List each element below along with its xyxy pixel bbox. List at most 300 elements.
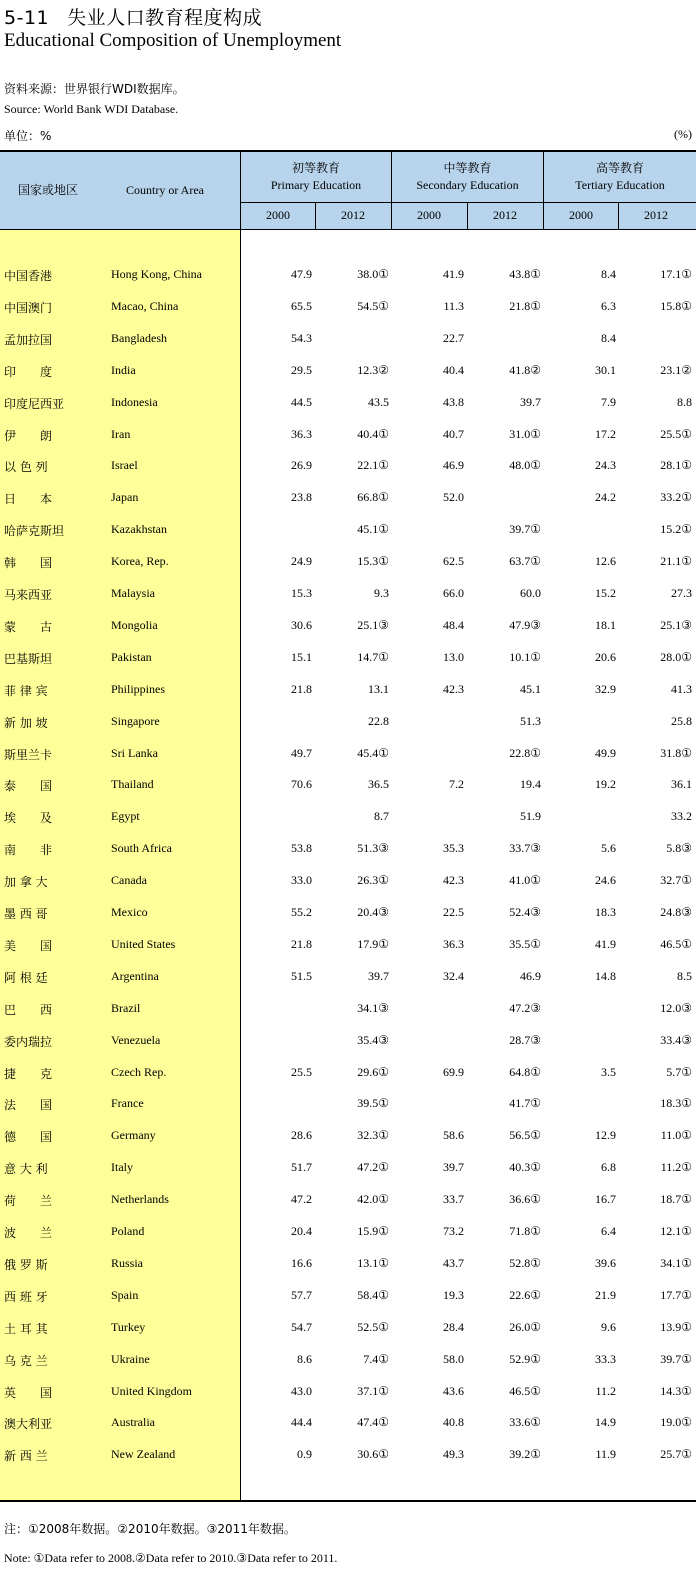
- header-primary-cn: 初等教育: [291, 161, 340, 175]
- value-cell: 11.3: [443, 298, 464, 313]
- value-cell: 23.1②: [660, 362, 692, 377]
- value-cell: 41.3: [671, 681, 692, 696]
- value-cell: 14.3①: [660, 1383, 692, 1398]
- value-cell: 18.3: [595, 905, 616, 919]
- table-row: [0, 802, 696, 834]
- value-cell: 19.3: [443, 1287, 464, 1302]
- value-cell: 49.7: [291, 745, 312, 760]
- value-cell: 21.9: [595, 1287, 616, 1302]
- value-cell: 39.6: [595, 1255, 616, 1270]
- value-cell: 22.5: [443, 905, 464, 919]
- country-name-cn: 孟加拉国: [4, 332, 53, 347]
- value-cell: 39.2①: [509, 1447, 541, 1462]
- header-country-en: Country or Area: [126, 183, 204, 197]
- value-cell: 8.8: [677, 394, 692, 409]
- country-name-cn: 马来西亚: [4, 588, 53, 602]
- source-note-en: Source: World Bank WDI Database.: [4, 102, 179, 116]
- value-cell: 47.2: [291, 1192, 312, 1207]
- country-name-en: Thailand: [111, 777, 154, 792]
- value-cell: 11.9: [595, 1447, 616, 1462]
- value-cell: 21.8①: [509, 298, 541, 313]
- value-cell: 30.6①: [357, 1447, 389, 1462]
- table-row: [0, 1089, 696, 1121]
- header-primary-en: Primary Education: [270, 178, 362, 192]
- value-cell: 6.4: [601, 1224, 616, 1238]
- value-cell: 70.6: [291, 777, 312, 792]
- value-cell: 47.2①: [357, 1160, 389, 1175]
- country-name-cn: 荷 兰: [4, 1194, 53, 1209]
- value-cell: 33.7③: [509, 841, 541, 856]
- country-name-cn: 蒙 古: [4, 619, 53, 634]
- country-name-en: Philippines: [111, 681, 166, 696]
- header-tertiary-en: Tertiary Education: [575, 178, 665, 192]
- country-name-cn: 新 西 兰: [4, 1449, 48, 1464]
- value-cell: 47.9③: [509, 617, 541, 632]
- header-group-primary: [241, 160, 391, 194]
- value-cell: 51.7: [291, 1160, 312, 1175]
- country-name-cn: 菲 律 宾: [4, 683, 48, 698]
- value-cell: 27.3: [671, 586, 692, 600]
- value-cell: 17.9①: [357, 936, 389, 951]
- country-name-en: Sri Lanka: [111, 745, 158, 760]
- value-cell: 62.5: [443, 554, 464, 569]
- data-table: [0, 150, 696, 1502]
- country-name-cn: 中国香港: [4, 269, 53, 283]
- country-name-en: Mexico: [111, 905, 148, 919]
- country-name-cn: 泰 国: [4, 779, 53, 794]
- value-cell: 52.8①: [509, 1255, 541, 1270]
- value-cell: 43.6: [443, 1383, 464, 1398]
- country-name-en: Korea, Rep.: [111, 554, 169, 569]
- table-row: [0, 707, 696, 739]
- value-cell: 31.0①: [509, 426, 541, 441]
- table-row: [0, 483, 696, 515]
- table-row: [0, 611, 696, 643]
- value-cell: 32.9: [595, 681, 616, 696]
- value-cell: 39.7: [520, 394, 541, 409]
- country-name-en: Canada: [111, 873, 147, 888]
- value-cell: 45.4①: [357, 745, 389, 760]
- value-cell: 7.9: [601, 394, 616, 409]
- value-cell: 22.1①: [357, 458, 389, 473]
- country-name-cn: 法 国: [4, 1098, 53, 1113]
- value-cell: 66.0: [443, 586, 464, 600]
- country-name-cn: 韩 国: [4, 556, 53, 571]
- value-cell: 15.2: [595, 586, 616, 600]
- country-name-en: Macao, China: [111, 298, 179, 313]
- country-name-cn: 斯里兰卡: [4, 747, 53, 762]
- value-cell: 28.1①: [660, 458, 692, 473]
- value-cell: 48.0①: [509, 458, 541, 473]
- value-cell: 40.8: [443, 1415, 464, 1430]
- value-cell: 3.5: [601, 1064, 616, 1079]
- value-cell: 28.6: [291, 1128, 312, 1143]
- country-name-cn: 委内瑞拉: [4, 1034, 53, 1049]
- country-name-en: Spain: [111, 1287, 139, 1302]
- value-cell: 16.6: [291, 1255, 312, 1270]
- value-cell: 73.2: [443, 1224, 464, 1238]
- table-row: [0, 1377, 696, 1409]
- country-name-cn: 新 加 坡: [4, 715, 48, 730]
- value-cell: 10.1①: [509, 649, 541, 664]
- country-name-cn: 美 国: [4, 938, 53, 953]
- value-cell: 43.8: [443, 394, 464, 409]
- table-row: [0, 324, 696, 356]
- value-cell: 35.5①: [509, 936, 541, 951]
- value-cell: 41.8②: [509, 362, 541, 377]
- table-row: [0, 1026, 696, 1058]
- value-cell: 39.7①: [660, 1351, 692, 1366]
- country-name-en: Indonesia: [111, 394, 158, 409]
- value-cell: 22.8: [368, 713, 389, 728]
- value-cell: 40.3①: [509, 1160, 541, 1175]
- value-cell: 23.8: [291, 490, 312, 505]
- country-name-cn: 以 色 列: [4, 460, 48, 475]
- country-name-en: Turkey: [111, 1319, 146, 1334]
- value-cell: 24.6: [595, 873, 616, 888]
- value-cell: 55.2: [291, 905, 312, 919]
- value-cell: 45.1①: [357, 522, 389, 537]
- unit-label-cn: 单位：%: [4, 129, 52, 143]
- country-name-en: India: [111, 362, 136, 377]
- value-cell: 53.8: [291, 841, 312, 856]
- value-cell: 13.9①: [660, 1319, 692, 1334]
- country-name-cn: 捷 克: [4, 1066, 53, 1081]
- value-cell: 36.3: [443, 936, 464, 951]
- country-name-cn: 德 国: [4, 1130, 53, 1145]
- value-cell: 49.9: [595, 745, 616, 760]
- value-cell: 21.1①: [660, 554, 692, 569]
- year-header: 2000: [569, 208, 593, 222]
- value-cell: 65.5: [291, 298, 312, 313]
- value-cell: 66.8①: [357, 490, 389, 505]
- table-bottom-border: [0, 1500, 696, 1502]
- value-cell: 39.7①: [509, 522, 541, 537]
- value-cell: 63.7①: [509, 554, 541, 569]
- value-cell: 39.7: [443, 1160, 464, 1175]
- value-cell: 42.3: [443, 681, 464, 696]
- value-cell: 34.1①: [660, 1255, 692, 1270]
- country-name-en: Hong Kong, China: [111, 267, 202, 281]
- value-cell: 43.8①: [509, 267, 541, 281]
- value-cell: 42.0①: [357, 1192, 389, 1207]
- country-name-cn: 波 兰: [4, 1226, 53, 1240]
- value-cell: 16.7: [595, 1192, 616, 1207]
- table-row: [0, 356, 696, 388]
- country-name-cn: 日 本: [4, 492, 53, 507]
- value-cell: 34.1③: [357, 1000, 389, 1015]
- table-row: [0, 834, 696, 866]
- value-cell: 8.4: [601, 330, 616, 345]
- table-row: [0, 1249, 696, 1281]
- table-row: [0, 547, 696, 579]
- value-cell: 39.7: [368, 968, 389, 983]
- country-name-en: Japan: [111, 490, 139, 505]
- value-cell: 17.1①: [660, 267, 692, 281]
- value-cell: 33.6①: [509, 1415, 541, 1430]
- header-group-tertiary: [544, 160, 696, 194]
- value-cell: 28.0①: [660, 649, 692, 664]
- country-name-cn: 中国澳门: [4, 300, 53, 315]
- value-cell: 36.5: [368, 777, 389, 792]
- country-name-en: Israel: [111, 458, 138, 473]
- country-name-en: Venezuela: [111, 1032, 161, 1047]
- value-cell: 25.7①: [660, 1447, 692, 1462]
- country-name-cn: 英 国: [4, 1385, 53, 1400]
- value-cell: 40.7: [443, 426, 464, 441]
- value-cell: 11.2: [595, 1383, 616, 1398]
- country-name-en: Malaysia: [111, 586, 155, 600]
- country-name-cn: 巴 西: [4, 1002, 53, 1017]
- header-group-secondary: [392, 160, 543, 194]
- year-row-divider: [240, 202, 696, 203]
- value-cell: 40.4: [443, 362, 464, 377]
- value-cell: 33.7: [443, 1192, 464, 1207]
- country-name-cn: 伊 朗: [4, 428, 53, 443]
- value-cell: 17.2: [595, 426, 616, 441]
- value-cell: 32.7①: [660, 873, 692, 888]
- value-cell: 14.8: [595, 968, 616, 983]
- value-cell: 25.5: [291, 1064, 312, 1079]
- table-row: [0, 1408, 696, 1440]
- value-cell: 18.7①: [660, 1192, 692, 1207]
- unit-label-en: (%): [674, 127, 692, 141]
- value-cell: 12.3②: [357, 362, 389, 377]
- value-cell: 26.0①: [509, 1319, 541, 1334]
- value-cell: 29.6①: [357, 1064, 389, 1079]
- value-cell: 35.3: [443, 841, 464, 856]
- value-cell: 64.8①: [509, 1064, 541, 1079]
- value-cell: 41.0①: [509, 873, 541, 888]
- value-cell: 41.9: [595, 936, 616, 951]
- value-cell: 35.4③: [357, 1032, 389, 1047]
- country-name-cn: 意 大 利: [4, 1162, 48, 1177]
- year-header: 2000: [266, 208, 290, 222]
- value-cell: 43.0: [291, 1383, 312, 1398]
- value-cell: 51.3③: [357, 841, 389, 856]
- value-cell: 24.8③: [660, 905, 692, 919]
- country-name-en: Brazil: [111, 1000, 141, 1015]
- country-name-en: United States: [111, 936, 176, 951]
- country-name-en: Italy: [111, 1160, 133, 1175]
- value-cell: 43.5: [368, 394, 389, 409]
- value-cell: 7.4①: [363, 1351, 389, 1366]
- country-name-en: Netherlands: [111, 1192, 169, 1207]
- value-cell: 22.8①: [509, 745, 541, 760]
- value-cell: 13.1①: [357, 1255, 389, 1270]
- value-cell: 20.4: [291, 1224, 312, 1238]
- value-cell: 47.9: [291, 267, 312, 281]
- table-row: [0, 643, 696, 675]
- table-title-en: Educational Composition of Unemployment: [4, 30, 342, 51]
- value-cell: 15.3①: [357, 554, 389, 569]
- value-cell: 69.9: [443, 1064, 464, 1079]
- value-cell: 32.4: [443, 968, 464, 983]
- country-name-cn: 墨 西 哥: [4, 907, 48, 921]
- table-row: [0, 292, 696, 324]
- year-header: 2012: [341, 208, 365, 222]
- value-cell: 37.1①: [357, 1383, 389, 1398]
- country-name-cn: 埃 及: [4, 811, 53, 826]
- table-row: [0, 1440, 696, 1472]
- value-cell: 8.7: [374, 809, 389, 824]
- country-name-cn: 印 度: [4, 364, 53, 379]
- country-name-cn: 哈萨克斯坦: [4, 524, 65, 539]
- value-cell: 25.8: [671, 713, 692, 728]
- value-cell: 46.5①: [509, 1383, 541, 1398]
- value-cell: 54.3: [291, 330, 312, 345]
- value-cell: 12.6: [595, 554, 616, 569]
- value-cell: 56.5①: [509, 1128, 541, 1143]
- value-cell: 21.8: [291, 936, 312, 951]
- value-cell: 8.4: [601, 267, 616, 281]
- source-note-cn: 资料来源：世界银行WDI数据库。: [4, 82, 185, 96]
- header-secondary-en: Secondary Education: [416, 178, 519, 192]
- value-cell: 21.8: [291, 681, 312, 696]
- country-name-cn: 俄 罗 斯: [4, 1257, 48, 1272]
- value-cell: 19.2: [595, 777, 616, 792]
- table-number: 5-11: [4, 7, 50, 29]
- table-row: [0, 1153, 696, 1185]
- table-row: [0, 515, 696, 547]
- value-cell: 58.6: [443, 1128, 464, 1143]
- country-name-en: Argentina: [111, 968, 159, 983]
- value-cell: 28.4: [443, 1319, 464, 1334]
- table-row: [0, 1345, 696, 1377]
- value-cell: 15.1: [291, 649, 312, 664]
- value-cell: 36.1: [671, 777, 692, 792]
- value-cell: 24.3: [595, 458, 616, 473]
- value-cell: 26.3①: [357, 873, 389, 888]
- table-row: [0, 1313, 696, 1345]
- value-cell: 5.6: [601, 841, 616, 856]
- country-name-cn: 阿 根 廷: [4, 970, 48, 985]
- value-cell: 20.4③: [357, 905, 389, 919]
- footnote-en: Note: ①Data refer to 2008.②Data refer to 2010.③Data refer to 2011.: [4, 1551, 338, 1565]
- country-name-en: France: [111, 1096, 144, 1111]
- value-cell: 36.6①: [509, 1192, 541, 1207]
- value-cell: 30.1: [595, 362, 616, 377]
- value-cell: 47.4①: [357, 1415, 389, 1430]
- value-cell: 46.9: [520, 968, 541, 983]
- value-cell: 38.0①: [357, 267, 389, 281]
- country-name-en: Australia: [111, 1415, 155, 1430]
- value-cell: 6.8: [601, 1160, 616, 1175]
- value-cell: 46.5①: [660, 936, 692, 951]
- footnote-cn: 注：①2008年数据。②2010年数据。③2011年数据。: [4, 1522, 296, 1536]
- country-name-cn: 西 班 牙: [4, 1289, 48, 1304]
- table-row: [0, 739, 696, 771]
- year-header: 2012: [644, 208, 668, 222]
- value-cell: 46.9: [443, 458, 464, 473]
- country-name-en: Ukraine: [111, 1351, 150, 1366]
- value-cell: 41.9: [443, 267, 464, 281]
- country-name-en: New Zealand: [111, 1447, 176, 1462]
- table-top-border: [0, 150, 696, 152]
- country-name-en: Singapore: [111, 713, 160, 728]
- value-cell: 18.3①: [660, 1096, 692, 1111]
- value-cell: 14.9: [595, 1415, 616, 1430]
- table-row: [0, 994, 696, 1026]
- value-cell: 40.4①: [357, 426, 389, 441]
- value-cell: 33.4③: [660, 1032, 692, 1047]
- value-cell: 15.9①: [357, 1224, 389, 1238]
- table-row: [0, 260, 696, 292]
- value-cell: 20.6: [595, 649, 616, 664]
- value-cell: 19.0①: [660, 1415, 692, 1430]
- value-cell: 24.2: [595, 490, 616, 505]
- table-row: [0, 1185, 696, 1217]
- value-cell: 28.7③: [509, 1032, 541, 1047]
- value-cell: 49.3: [443, 1447, 464, 1462]
- value-cell: 51.3: [520, 713, 541, 728]
- value-cell: 33.0: [291, 873, 312, 888]
- header-bottom-border: [0, 229, 696, 230]
- country-name-en: Mongolia: [111, 617, 158, 632]
- value-cell: 29.5: [291, 362, 312, 377]
- header-secondary-cn: 中等教育: [443, 161, 492, 175]
- country-name-cn: 南 非: [4, 843, 53, 858]
- year-header: 2012: [493, 208, 517, 222]
- title-cn-text: 失业人口教育程度构成: [67, 7, 263, 29]
- value-cell: 25.1③: [660, 617, 692, 632]
- country-name-en: Kazakhstan: [111, 522, 167, 537]
- table-row: [0, 1281, 696, 1313]
- value-cell: 44.5: [291, 394, 312, 409]
- year-header: 2000: [417, 208, 441, 222]
- value-cell: 8.6: [297, 1351, 312, 1366]
- value-cell: 41.7①: [509, 1096, 541, 1111]
- value-cell: 58.0: [443, 1351, 464, 1366]
- country-name-cn: 加 拿 大: [4, 875, 48, 890]
- value-cell: 12.0③: [660, 1000, 692, 1015]
- value-cell: 17.7①: [660, 1287, 692, 1302]
- value-cell: 22.6①: [509, 1287, 541, 1302]
- table-row: [0, 451, 696, 483]
- value-cell: 13.1: [368, 681, 389, 696]
- table-row: [0, 1058, 696, 1090]
- value-cell: 47.2③: [509, 1000, 541, 1015]
- value-cell: 33.3: [595, 1351, 616, 1366]
- value-cell: 8.5: [677, 968, 692, 983]
- country-name-en: South Africa: [111, 841, 172, 856]
- value-cell: 33.2①: [660, 490, 692, 505]
- value-cell: 0.9: [297, 1447, 312, 1462]
- value-cell: 44.4: [291, 1415, 312, 1430]
- value-cell: 12.9: [595, 1128, 616, 1143]
- table-row: [0, 866, 696, 898]
- value-cell: 25.5①: [660, 426, 692, 441]
- value-cell: 52.5①: [357, 1319, 389, 1334]
- country-name-en: Russia: [111, 1255, 144, 1270]
- table-row: [0, 675, 696, 707]
- value-cell: 11.2①: [660, 1160, 692, 1175]
- value-cell: 15.3: [291, 586, 312, 600]
- value-cell: 51.9: [520, 809, 541, 824]
- value-cell: 52.4③: [509, 905, 541, 919]
- value-cell: 12.1①: [660, 1224, 692, 1238]
- country-name-en: United Kingdom: [111, 1383, 192, 1398]
- value-cell: 39.5①: [357, 1096, 389, 1111]
- country-name-cn: 乌 克 兰: [4, 1353, 48, 1368]
- table-row: [0, 420, 696, 452]
- header-country-cn: 国家或地区: [18, 183, 79, 197]
- value-cell: 22.7: [443, 330, 464, 345]
- value-cell: 5.8③: [666, 841, 692, 856]
- value-cell: 19.4: [520, 777, 541, 792]
- value-cell: 33.2: [671, 809, 692, 824]
- value-cell: 9.3: [374, 586, 389, 600]
